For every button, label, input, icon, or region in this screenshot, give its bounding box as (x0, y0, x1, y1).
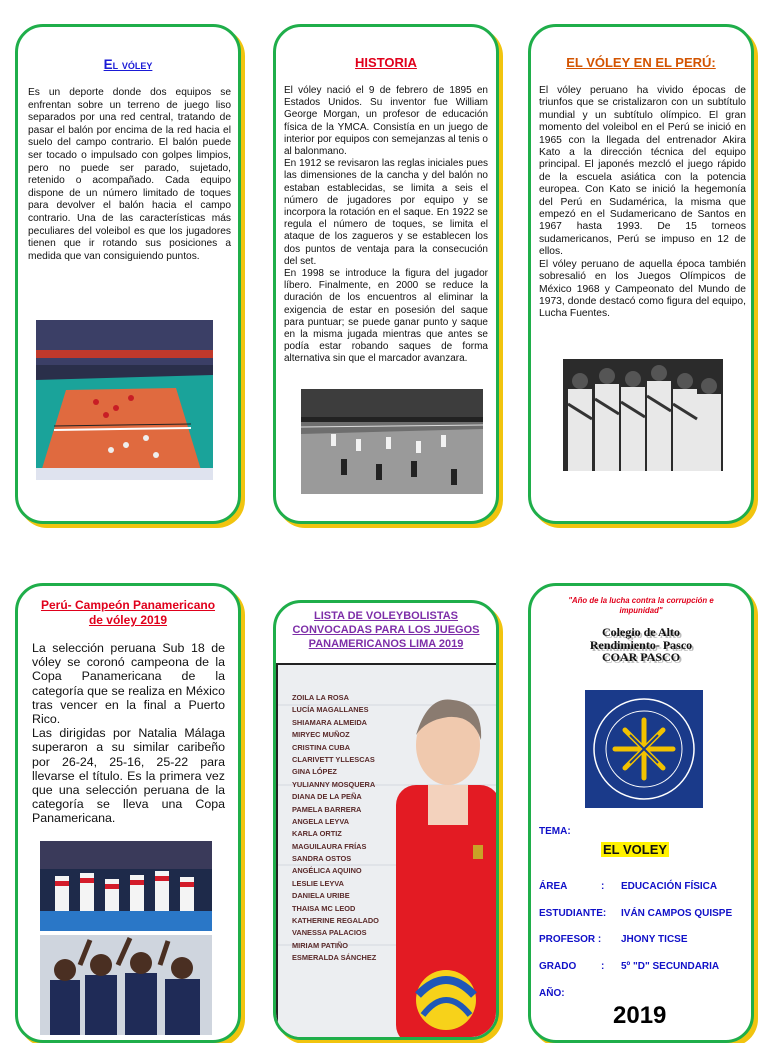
coar-logo (585, 690, 703, 808)
player-name: CRISTINA CUBA (292, 742, 351, 752)
school-name-line: Rendimiento- Pasco (589, 637, 693, 652)
panel-text: Es un deporte donde dos equipos se enfrentan sobre un terreno de juego liso separados por una red central, tratando de pasar el balón por encima de la red hacia el suelo del campo contrario. El balón puede ser tocado o impulsado con golpes limpios, pero no puede ser parado, sujetado, retenido o acompañado. Cada equipo dispone de un número limitado de toques para devolver el balón hacia el campo contrario. Una de las características más peculiares del voleibol es que los jugadores tienen que ir rotando sus posiciones a medida que van consiguiendo puntos. (28, 87, 231, 262)
colon: : (601, 881, 605, 892)
colon: : (601, 961, 605, 972)
player-names-list (292, 693, 402, 966)
player-name: CLARIVETT YLLESCAS (292, 754, 375, 764)
estudiante-label: ESTUDIANTE: (539, 908, 607, 919)
historic-volleyball-photo (301, 389, 483, 494)
school-name (531, 626, 751, 664)
player-name: YULIANNY MOSQUERA (292, 779, 376, 789)
peru-team-1968-photo (563, 359, 723, 471)
panel-peru-campeon (15, 583, 241, 1043)
player-name: THAISA MC LEOD (292, 903, 356, 913)
player-name: ESMERALDA SÁNCHEZ (292, 953, 377, 963)
volleyball-court-photo (36, 320, 213, 480)
player-name: ANGELA LEYVA (292, 816, 350, 826)
area-value: EDUCACIÓN FÍSICA (621, 881, 718, 892)
player-name: MAGUILAURA FRÍAS (292, 841, 367, 851)
sub18-celebration-photo (40, 935, 212, 1035)
panel-lista-convocadas (273, 600, 499, 1040)
player-name: MIRYEC MUÑOZ (292, 730, 350, 740)
panel-historia (273, 24, 499, 524)
player-name: SANDRA OSTOS (292, 854, 352, 864)
panel-title: LISTA DE VOLEYBOLISTAS CONVOCADAS PARA LOS JUEGOS PANAMERICANOS LIMA 2019 (292, 610, 480, 650)
player-name: DANIELA URIBE (292, 891, 350, 901)
player-name: DIANA DE LA PEÑA (292, 792, 362, 802)
panel-title: Perú- Campeón Panamericano de vóley 2019 (40, 598, 216, 627)
player-name: LESLIE LEYVA (292, 878, 345, 888)
anio-value: 2019 (613, 1002, 667, 1029)
panel-text: El vóley nació el 9 de febrero de 1895 en Estados Unidos. Su inventor fue William George Morgan, un profesor de educación física de la YMCA. Consistía en un juego de interior por equipos con semejanzas al tenis o al balonmano. En 1912 se revisaron las reglas iniciales pues las dimensiones de la cancha y del balón no estaban establecidas, se limita a seis el número de jugadores por equipo y se incorpora la rotación en el saque. En 1922 se regula el número de toques, se limita el ataque de los zagueros y se establecen los dos puntos de ventaja para la consecución del set. En 1998 se introduce la figura del jugador líbero. Finalmente, en 2000 se reduce la duración de los encuentros al eliminar la exigencia de estar en posesión del saque para puntuar; se puede ganar punto y saque en la misma jugada mientras que antes se podía estar robando saques de forma alternativa sin que el marcador avanzara. (284, 85, 488, 365)
player-name: SHIAMARA ALMEIDA (292, 717, 367, 727)
panel-voley-peru (528, 24, 754, 524)
grado-value: 5º "D" SECUNDARIA (621, 961, 720, 972)
player-name: VANESSA PALACIOS (292, 928, 367, 938)
player-name: PAMELA BARRERA (292, 804, 362, 814)
sub18-team-photo (40, 841, 212, 931)
motto: "Año de la lucha contra la corrupción e impunidad" (568, 596, 714, 615)
school-name-line: Colegio de Alto (602, 625, 680, 639)
estudiante-value: IVÁN CAMPOS QUISPE (621, 908, 733, 919)
tema-label: TEMA: (539, 826, 571, 837)
panel-title: EL VÓLEY EN EL PERÚ: (566, 55, 716, 70)
player-name: ANGÉLICA AQUINO (292, 866, 362, 876)
player-name: KARLA ORTIZ (292, 829, 342, 839)
profesor-value: JHONY TICSE (621, 934, 688, 945)
panel-cover (528, 583, 754, 1043)
player-name: ZOILA LA ROSA (292, 693, 349, 702)
tema-value: EL VOLEY (603, 842, 668, 857)
player-name: KATHERINE REGALADO (292, 916, 379, 926)
panel-text: El vóley peruano ha vivido épocas de triunfos que se cristalizaron con un subtítulo mundial y un subtítulo olímpico. El gran momento del voleibol en el Perú se inició en 1965 con la llegada del entrenador Akira Kato a la dirección técnica del equipo principal. El japonés mezcló el juego rápido de la escuela asiática con la potencia europea. Con Kato se inició la hegemonía del Perú en Sudamérica, la misma que empezó en el Sudamericano de Santos en 1967 hasta 1993. De 15 torneos sudamericanos, Perú se impuso en 12 de ellos. El vóley peruano de aquella época también sobresalió en los Juegos Olímpicos de México 1968 y Campeonato del Mundo de 1973, donde destacó como figura del equipo, Lucha Fuentes. (539, 85, 746, 320)
player-name: MIRIAM PATIÑO (292, 940, 348, 950)
panel-text: La selección peruana Sub 18 de vóley se coronó campeona de la Copa Panamericana de la categoría que se realiza en México tras vencer en la final a Puerto Rico. Las dirigidas por Natalia Málaga superaron a su similar caribeño por 26-24, 25-16, 25-22 para llevarse el título. Es la primera vez que una selección peruana de la categoría se lleva una Copa Panamericana. (32, 641, 225, 826)
profesor-label: PROFESOR : (539, 934, 602, 945)
player-name: GINA LÓPEZ (292, 767, 337, 777)
panel-el-voley (15, 24, 241, 524)
area-label: ÁREA (539, 881, 568, 892)
player-name: LUCÍA MAGALLANES (292, 705, 369, 715)
panel-title: El vóley (103, 57, 153, 72)
coach-and-roster-image (276, 663, 498, 1040)
school-name-line: COAR PASCO (601, 650, 681, 664)
grado-label: GRADO (539, 961, 577, 972)
anio-label: AÑO: (539, 988, 565, 999)
panel-title: HISTORIA (355, 55, 417, 70)
